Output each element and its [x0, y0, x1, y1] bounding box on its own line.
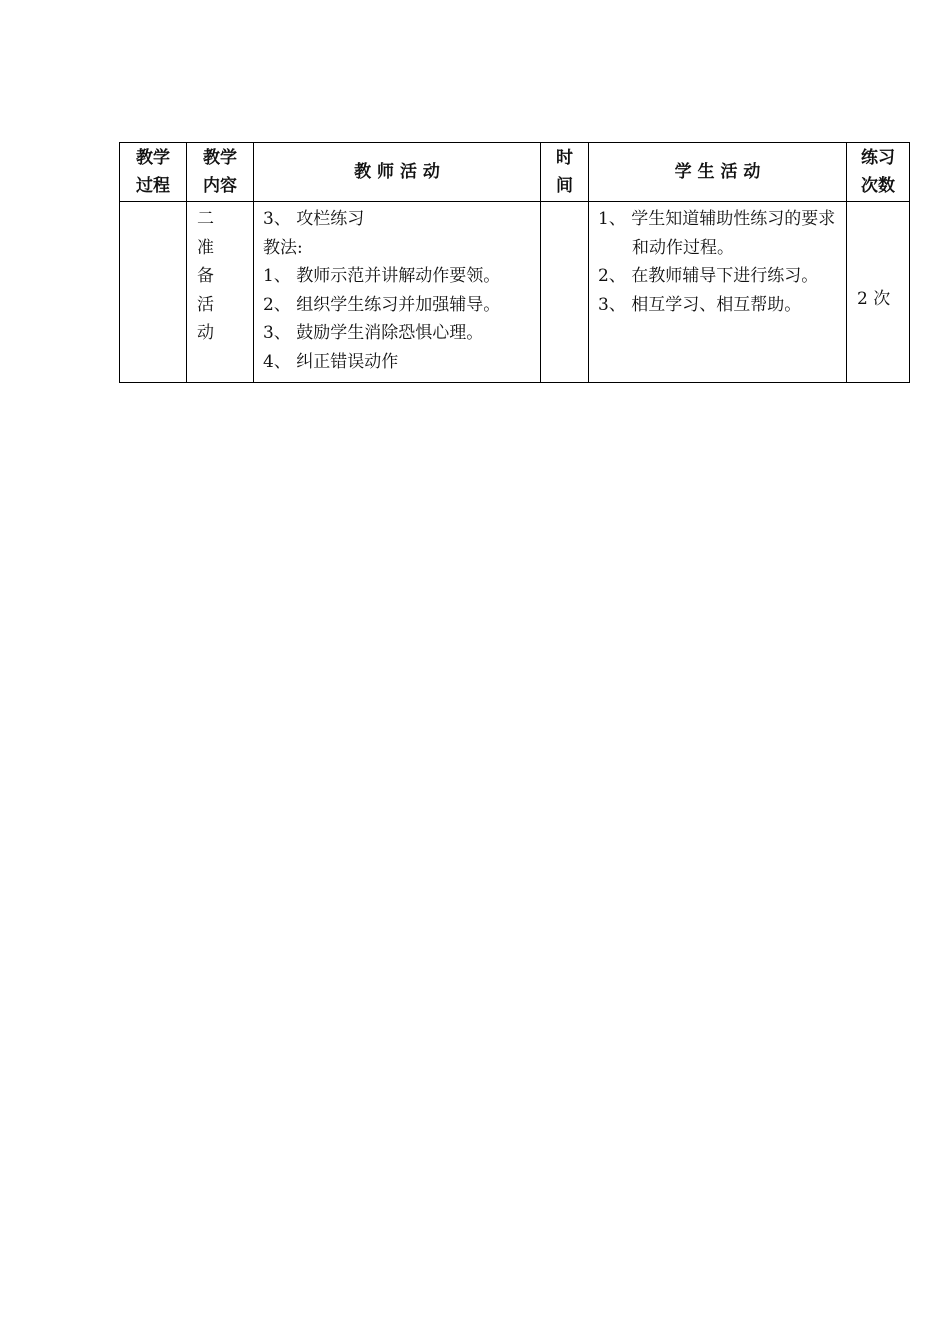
- content-char: 备: [197, 266, 214, 286]
- teacher-line: 1、 教师示范并讲解动作要领。: [263, 266, 501, 286]
- teacher-line: 3、 鼓励学生消除恐惧心理。: [263, 323, 484, 343]
- teacher-line: 2、 组织学生练习并加强辅导。: [263, 294, 501, 315]
- header-time-line1: 时: [556, 148, 573, 168]
- header-student-activity: 学 生 活 动: [589, 143, 847, 202]
- student-item: 3、 相互学习、相互帮助。: [598, 294, 802, 315]
- teacher-line: 3、 攻栏练习: [263, 209, 365, 229]
- header-reps-line2: 次数: [861, 176, 895, 196]
- header-row: [120, 143, 910, 202]
- lesson-plan-table: [119, 142, 910, 383]
- process-cell: [120, 202, 187, 383]
- reps-value: 2 次: [857, 288, 891, 309]
- header-process-line1: 教学: [136, 148, 170, 168]
- teacher-line: 4、 纠正错误动作: [263, 351, 399, 372]
- content-char: 二: [197, 209, 214, 229]
- table-row: [120, 202, 910, 383]
- header-process: [120, 143, 187, 202]
- content-cell: [187, 202, 254, 383]
- header-time-line2: 间: [556, 176, 573, 196]
- header-content-line1: 教学: [203, 148, 237, 168]
- reps-cell: [847, 202, 910, 383]
- header-teacher-activity: 教 师 活 动: [254, 143, 541, 202]
- teacher-line: 教法:: [263, 237, 303, 258]
- time-cell: [541, 202, 589, 383]
- header-reps: [847, 143, 910, 202]
- student-activity-cell: [589, 202, 847, 383]
- content-char: 准: [197, 237, 214, 258]
- student-item: 2、 在教师辅导下进行练习。: [598, 266, 819, 286]
- content-char: 活: [197, 294, 214, 315]
- header-time: [541, 143, 589, 202]
- header-process-line2: 过程: [136, 176, 170, 196]
- header-content: [187, 143, 254, 202]
- header-reps-line1: 练习: [861, 148, 895, 168]
- student-item: 1、 学生知道辅助性练习的要求和动作过程。: [598, 209, 836, 258]
- content-char: 动: [197, 323, 214, 343]
- header-content-line2: 内容: [203, 176, 237, 196]
- teacher-activity-cell: [254, 202, 541, 383]
